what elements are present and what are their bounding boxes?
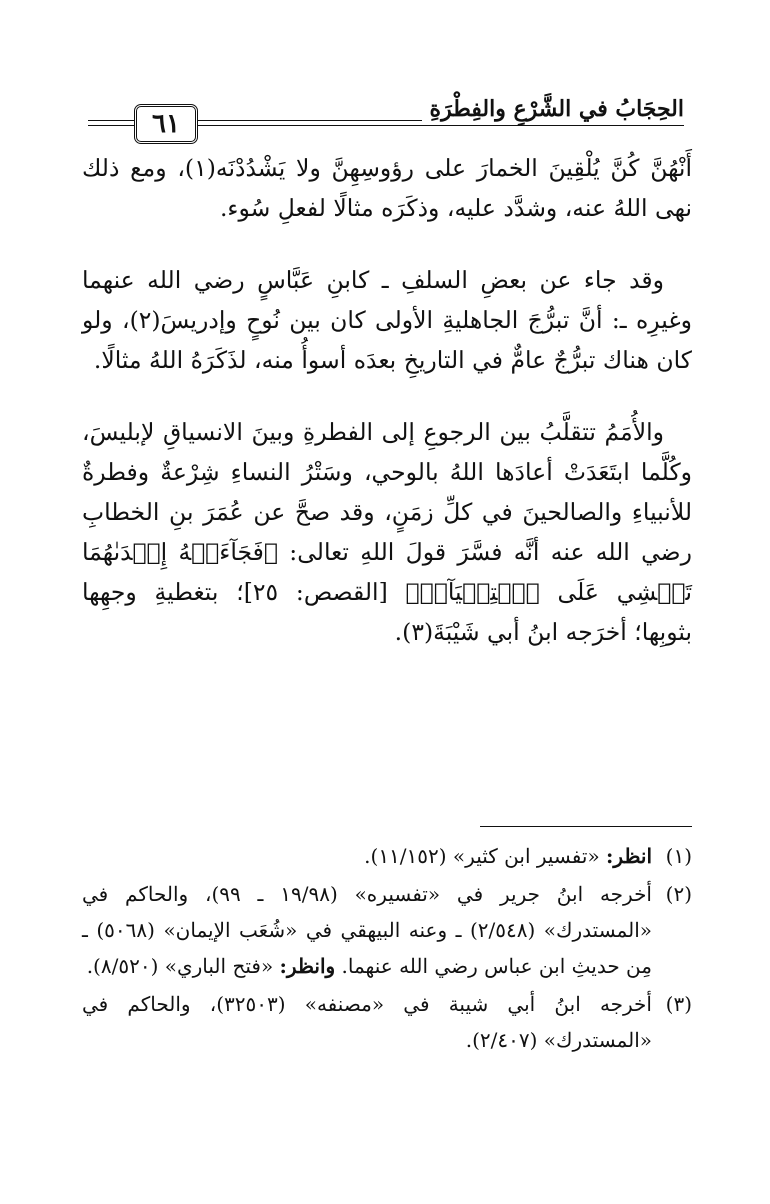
main-text (82, 148, 692, 684)
paragraph-1: أَنْهُنَّ كُنَّ يُلْقِينَ الخمارَ على رؤوسِهِنَّ ولا يَشْدُدْنَه(١)، ومع ذلك نهى اللهُ عنه، وشدَّد عليه، وذكَرَه مثالًا لفعلِ سُوء. (82, 154, 692, 222)
running-title: الحِجَابُ في الشَّرْعِ والفِطْرَةِ (422, 96, 684, 122)
header-rule-left (88, 120, 134, 126)
footnotes (82, 838, 692, 1060)
footnote-separator (480, 826, 692, 827)
paragraph-3: والأُمَمُ تتقلَّبُ بين الرجوعِ إلى الفطرةِ وبينَ الانسياقِ لإبليسَ، وكُلَّما ابتَعَدَتْ أعادَها اللهُ بالوحي، وسَتْرُ النساءِ شِرْعةٌ وفطرةٌ للأنبياءِ والصالحينَ في كلِّ زمَنٍ، وقد صحَّ عن عُمَرَ بنِ الخطابِ رضي الله عنه أنَّه فسَّرَ قولَ اللهِ تعالى: ﴿فَجَآءَتۡهُ إِحۡدَىٰهُمَا تَمۡشِي عَلَى ٱسۡتِحۡيَآءٖ﴾ [القصص: ٢٥]؛ بتغطيةِ وجهِها بثوبِها؛ أخرَجه ابنُ أبي شَيْبَةَ(٣). (82, 418, 692, 646)
footnote-suffix: «فتح الباري» (٨/٥٢٠). (86, 954, 280, 978)
footnote-text (82, 876, 652, 984)
footnote-body: أخرجه ابنُ جرير في «تفسيره» (١٩/٩٨ ـ ٩٩)، والحاكم في «المستدرك» (٢/٥٤٨) ـ وعنه البيهقي في «شُعَب الإيمان» (٥٠٦٨) ـ مِن حديثِ ابن عباس رضي الله عنهما. (82, 882, 652, 978)
paragraph-2: وقد جاء عن بعضِ السلفِ ـ كابنِ عَبَّاسٍ رضي الله عنهما وغيرِه ـ: أنَّ تبرُّجَ الجاهليةِ الأولى كان بين نُوحٍ وإدريسَ(٢)، ولو كان هناك تبرُّجٌ عامٌّ في التاريخِ بعدَه أسوأُ منه، لذَكَرَهُ اللهُ مثالًا. (82, 266, 693, 374)
page-header (88, 96, 684, 146)
footnote-number: (٢) (665, 882, 692, 906)
footnote-2 (82, 876, 692, 984)
footnote-1 (82, 838, 692, 874)
page-number: ٦١ (134, 104, 198, 144)
footnote-number: (٣) (665, 992, 692, 1016)
footnote-body: أخرجه ابنُ أبي شيبة في «مصنفه» (٣٢٥٠٣)، والحاكم في «المستدرك» (٢/٤٠٧). (82, 992, 652, 1052)
footnote-prefix: انظر: (606, 844, 652, 868)
footnote-number: (١) (665, 844, 692, 868)
footnote-text (82, 838, 652, 874)
footnote-3 (82, 986, 692, 1058)
footnote-body: «تفسير ابن كثير» (١١/١٥٢). (364, 844, 607, 868)
footnote-see-also: وانظر: (279, 954, 336, 978)
